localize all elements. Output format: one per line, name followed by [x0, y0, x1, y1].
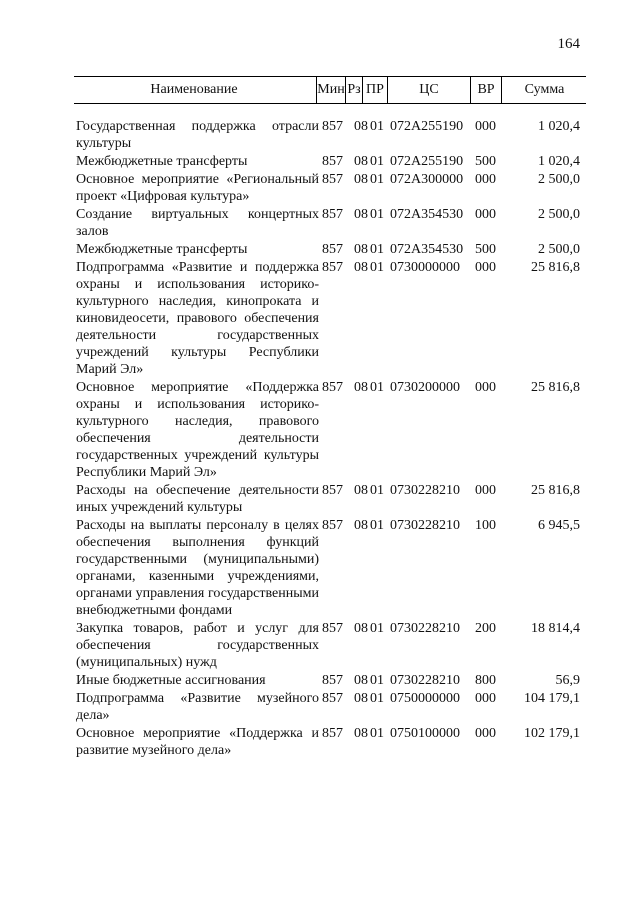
row-pr: 01 [370, 673, 384, 688]
row-cs: 072A255190 [390, 119, 464, 134]
row-sum: 2 500,0 [538, 172, 580, 187]
row-cs: 0730228210 [390, 483, 460, 498]
row-name: Создание виртуальных концертных залов [76, 207, 319, 239]
row-rz: 08 [354, 380, 368, 395]
row-vr: 000 [475, 483, 496, 498]
row-sum: 18 814,4 [531, 621, 580, 636]
row-sum: 25 816,8 [531, 483, 580, 498]
row-cs: 072A354530 [390, 207, 464, 222]
row-rz: 08 [354, 172, 368, 187]
row-cs: 072A354530 [390, 242, 464, 257]
row-pr: 01 [370, 260, 384, 275]
table-row [0, 171, 640, 205]
row-min: 857 [322, 242, 343, 257]
row-vr: 100 [475, 518, 496, 533]
row-sum: 102 179,1 [524, 726, 580, 741]
row-name: Расходы на выплаты персоналу в целях обеспечения выполнения функций государственными (муниципальными) органами, казенными учреждениями, органами управления государственными внебюджетными фондами [76, 518, 319, 618]
row-vr: 000 [475, 207, 496, 222]
row-min: 857 [322, 380, 343, 395]
row-pr: 01 [370, 621, 384, 636]
row-sum: 1 020,4 [538, 119, 580, 134]
table-row [0, 517, 640, 619]
row-sum: 6 945,5 [538, 518, 580, 533]
page-number: 164 [557, 36, 580, 52]
row-sum: 25 816,8 [531, 380, 580, 395]
row-name: Основное мероприятие «Поддержка и развитие музейного дела» [76, 726, 319, 758]
table-row [0, 379, 640, 481]
table-row [0, 482, 640, 516]
row-min: 857 [322, 154, 343, 169]
table-row [0, 118, 640, 152]
table-row [0, 725, 640, 759]
row-rz: 08 [354, 483, 368, 498]
row-min: 857 [322, 621, 343, 636]
row-pr: 01 [370, 726, 384, 741]
row-pr: 01 [370, 483, 384, 498]
row-rz: 08 [354, 621, 368, 636]
row-pr: 01 [370, 518, 384, 533]
row-pr: 01 [370, 119, 384, 134]
row-vr: 000 [475, 691, 496, 706]
row-rz: 08 [354, 119, 368, 134]
row-pr: 01 [370, 691, 384, 706]
table-row [0, 620, 640, 671]
header-min: Мин [316, 77, 345, 103]
row-min: 857 [322, 673, 343, 688]
row-pr: 01 [370, 242, 384, 257]
row-rz: 08 [354, 154, 368, 169]
row-name: Расходы на обеспечение деятельности иных учреждений культуры [76, 483, 319, 515]
row-sum: 1 020,4 [538, 154, 580, 169]
row-vr: 500 [475, 242, 496, 257]
row-vr: 200 [475, 621, 496, 636]
row-cs: 0750000000 [390, 691, 460, 706]
row-cs: 072A300000 [390, 172, 464, 187]
row-sum: 2 500,0 [538, 242, 580, 257]
header-sum: Сумма [501, 77, 587, 103]
row-cs: 0730200000 [390, 380, 460, 395]
header-pr: ПР [362, 77, 387, 103]
row-min: 857 [322, 207, 343, 222]
table-row [0, 206, 640, 240]
row-min: 857 [322, 119, 343, 134]
row-vr: 000 [475, 172, 496, 187]
header-vr: ВР [470, 77, 501, 103]
row-vr: 000 [475, 119, 496, 134]
row-vr: 000 [475, 726, 496, 741]
row-min: 857 [322, 691, 343, 706]
table-row [0, 153, 640, 170]
row-name: Иные бюджетные ассигнования [76, 673, 266, 688]
row-cs: 0730228210 [390, 673, 460, 688]
row-sum: 104 179,1 [524, 691, 580, 706]
table-body [0, 118, 640, 760]
row-pr: 01 [370, 172, 384, 187]
table-row [0, 690, 640, 724]
row-min: 857 [322, 260, 343, 275]
table-row [0, 672, 640, 689]
row-name: Государственная поддержка отрасли культуры [76, 119, 319, 151]
row-cs: 0730000000 [390, 260, 460, 275]
row-min: 857 [322, 518, 343, 533]
row-sum: 2 500,0 [538, 207, 580, 222]
table-row [0, 259, 640, 378]
row-rz: 08 [354, 518, 368, 533]
row-rz: 08 [354, 207, 368, 222]
row-sum: 25 816,8 [531, 260, 580, 275]
row-name: Подпрограмма «Развитие музейного дела» [76, 691, 319, 723]
row-name: Основное мероприятие «Поддержка охраны и использования историко-культурного наследия, правового обеспечения деятельности государственных учреждений культуры Республики Марий Эл» [76, 380, 319, 480]
row-min: 857 [322, 172, 343, 187]
header-name: Наименование [150, 82, 238, 97]
table-row [0, 241, 640, 258]
row-rz: 08 [354, 673, 368, 688]
row-vr: 000 [475, 260, 496, 275]
row-name: Закупка товаров, работ и услуг для обеспечения государственных (муниципальных) нужд [76, 621, 319, 670]
row-name: Межбюджетные трансферты [76, 242, 248, 257]
header-rz: Рз [345, 77, 362, 103]
row-cs: 0750100000 [390, 726, 460, 741]
row-name: Основное мероприятие «Региональный проект «Цифровая культура» [76, 172, 319, 204]
row-vr: 500 [475, 154, 496, 169]
row-vr: 000 [475, 380, 496, 395]
table-header [74, 76, 586, 104]
row-rz: 08 [354, 726, 368, 741]
row-name: Межбюджетные трансферты [76, 154, 248, 169]
row-rz: 08 [354, 691, 368, 706]
row-cs: 0730228210 [390, 518, 460, 533]
row-rz: 08 [354, 242, 368, 257]
row-cs: 072A255190 [390, 154, 464, 169]
row-vr: 800 [475, 673, 496, 688]
row-name: Подпрограмма «Развитие и поддержка охраны и использования историко-культурного наследия, кинопроката и киновидеосети, правового обеспечения деятельности государственных учреждений культуры Республики Марий Эл» [76, 260, 319, 377]
row-rz: 08 [354, 260, 368, 275]
row-min: 857 [322, 726, 343, 741]
row-sum: 56,9 [555, 673, 580, 688]
row-pr: 01 [370, 207, 384, 222]
header-cs: ЦС [387, 77, 470, 103]
row-cs: 0730228210 [390, 621, 460, 636]
row-pr: 01 [370, 380, 384, 395]
row-min: 857 [322, 483, 343, 498]
row-pr: 01 [370, 154, 384, 169]
